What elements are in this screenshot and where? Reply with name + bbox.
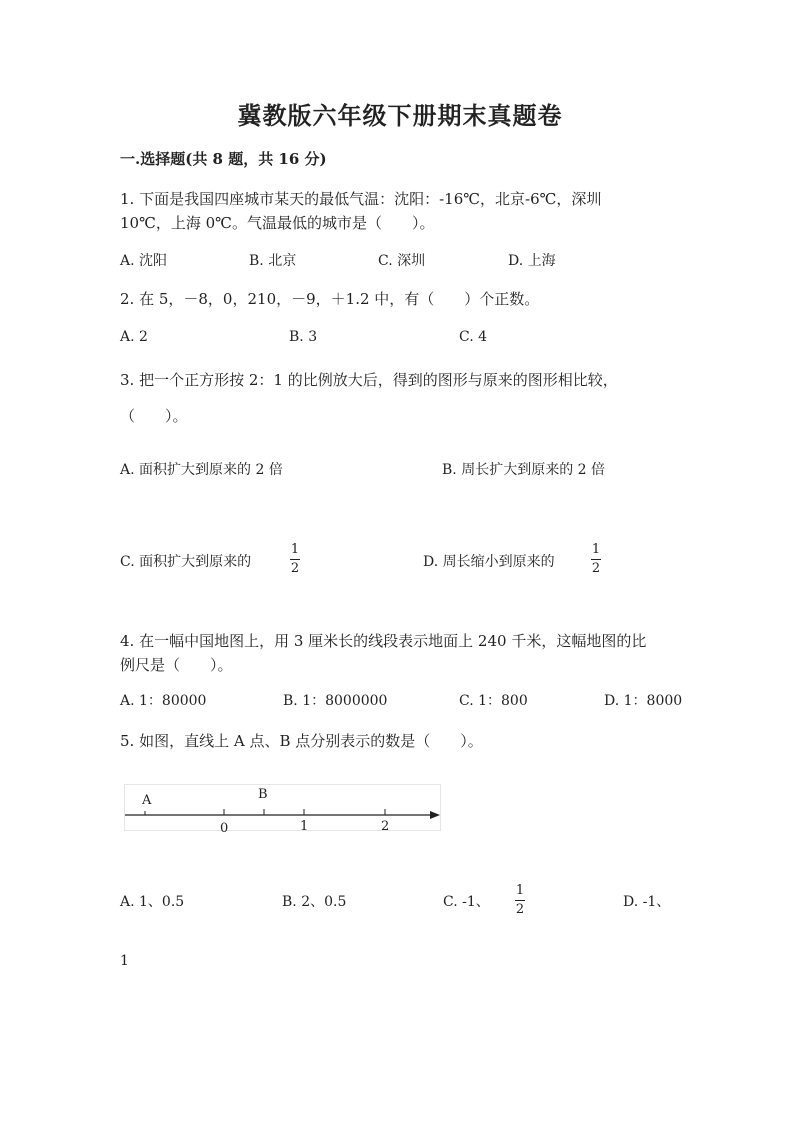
arrow-head bbox=[430, 811, 440, 819]
point-label-a: A bbox=[142, 793, 152, 808]
fraction-denominator: 2 bbox=[515, 902, 525, 917]
point-label-b: B bbox=[258, 787, 268, 802]
section-heading: 一.选择题(共 8 题，共 16 分) bbox=[120, 150, 327, 168]
fraction-denominator: 2 bbox=[290, 561, 300, 576]
q5-option-d: D. -1、 bbox=[623, 894, 671, 910]
q5-option-c: C. -1、 bbox=[443, 894, 490, 910]
page-title: 冀教版六年级下册期末真题卷 bbox=[237, 101, 563, 130]
question-1-line-2: 10℃，上海 0℃。气温最低的城市是（ ）。 bbox=[120, 214, 435, 232]
q1-option-c: C. 深圳 bbox=[378, 253, 426, 269]
q1-option-a: A. 沈阳 bbox=[120, 253, 168, 269]
question-2-text: 2. 在 5，－8，0，210，－9，＋1.2 中，有（ ）个正数。 bbox=[120, 290, 540, 308]
question-5-text: 5. 如图，直线上 A 点、B 点分别表示的数是（ ）。 bbox=[120, 732, 483, 750]
q2-option-c: C. 4 bbox=[459, 329, 488, 345]
question-3-line-1: 3. 把一个正方形按 2：1 的比例放大后，得到的图形与原来的图形相比较， bbox=[120, 371, 618, 389]
q3-option-a: A. 面积扩大到原来的 2 倍 bbox=[120, 462, 283, 478]
q1-option-d: D. 上海 bbox=[508, 253, 556, 269]
q4-option-d: D. 1：8000 bbox=[604, 693, 683, 709]
q3-option-c: C. 面积扩大到原来的 bbox=[120, 554, 252, 570]
q5-option-d-wrapped: 1 bbox=[120, 953, 129, 969]
q3-option-c-fraction bbox=[290, 543, 300, 576]
question-3-line-2: （ ）。 bbox=[120, 407, 188, 425]
question-4-line-1: 4. 在一幅中国地图上，用 3 厘米长的线段表示地面上 240 千米，这幅地图的比 bbox=[120, 632, 647, 650]
fraction-bar bbox=[591, 559, 601, 560]
fraction-numerator: 1 bbox=[290, 542, 300, 557]
fraction-bar bbox=[515, 900, 525, 901]
fraction-bar bbox=[290, 559, 300, 560]
question-1-line-1: 1. 下面是我国四座城市某天的最低气温：沈阳：-16℃，北京-6℃，深圳 bbox=[120, 190, 602, 208]
q5-option-b: B. 2、0.5 bbox=[282, 894, 347, 910]
q5-option-c-fraction bbox=[515, 884, 525, 917]
q1-option-b: B. 北京 bbox=[249, 253, 297, 269]
q3-option-d: D. 周长缩小到原来的 bbox=[423, 554, 555, 570]
tick-label-1: 1 bbox=[300, 819, 309, 834]
number-line-figure bbox=[120, 780, 450, 840]
figure-frame bbox=[125, 785, 441, 831]
q4-option-c: C. 1：800 bbox=[459, 693, 528, 709]
fraction-numerator: 1 bbox=[515, 883, 525, 898]
q4-option-a: A. 1：80000 bbox=[120, 693, 207, 709]
q3-option-d-fraction bbox=[591, 543, 601, 576]
tick-label-0: 0 bbox=[220, 821, 229, 836]
fraction-denominator: 2 bbox=[591, 561, 601, 576]
fraction-numerator: 1 bbox=[591, 542, 601, 557]
q4-option-b: B. 1：8000000 bbox=[283, 693, 388, 709]
q3-option-b: B. 周长扩大到原来的 2 倍 bbox=[442, 462, 605, 478]
q2-option-b: B. 3 bbox=[289, 329, 318, 345]
question-4-line-2: 例尺是（ ）。 bbox=[120, 656, 233, 674]
q2-option-a: A. 2 bbox=[120, 329, 148, 345]
tick-label-2: 2 bbox=[381, 819, 390, 834]
q5-option-a: A. 1、0.5 bbox=[120, 894, 185, 910]
